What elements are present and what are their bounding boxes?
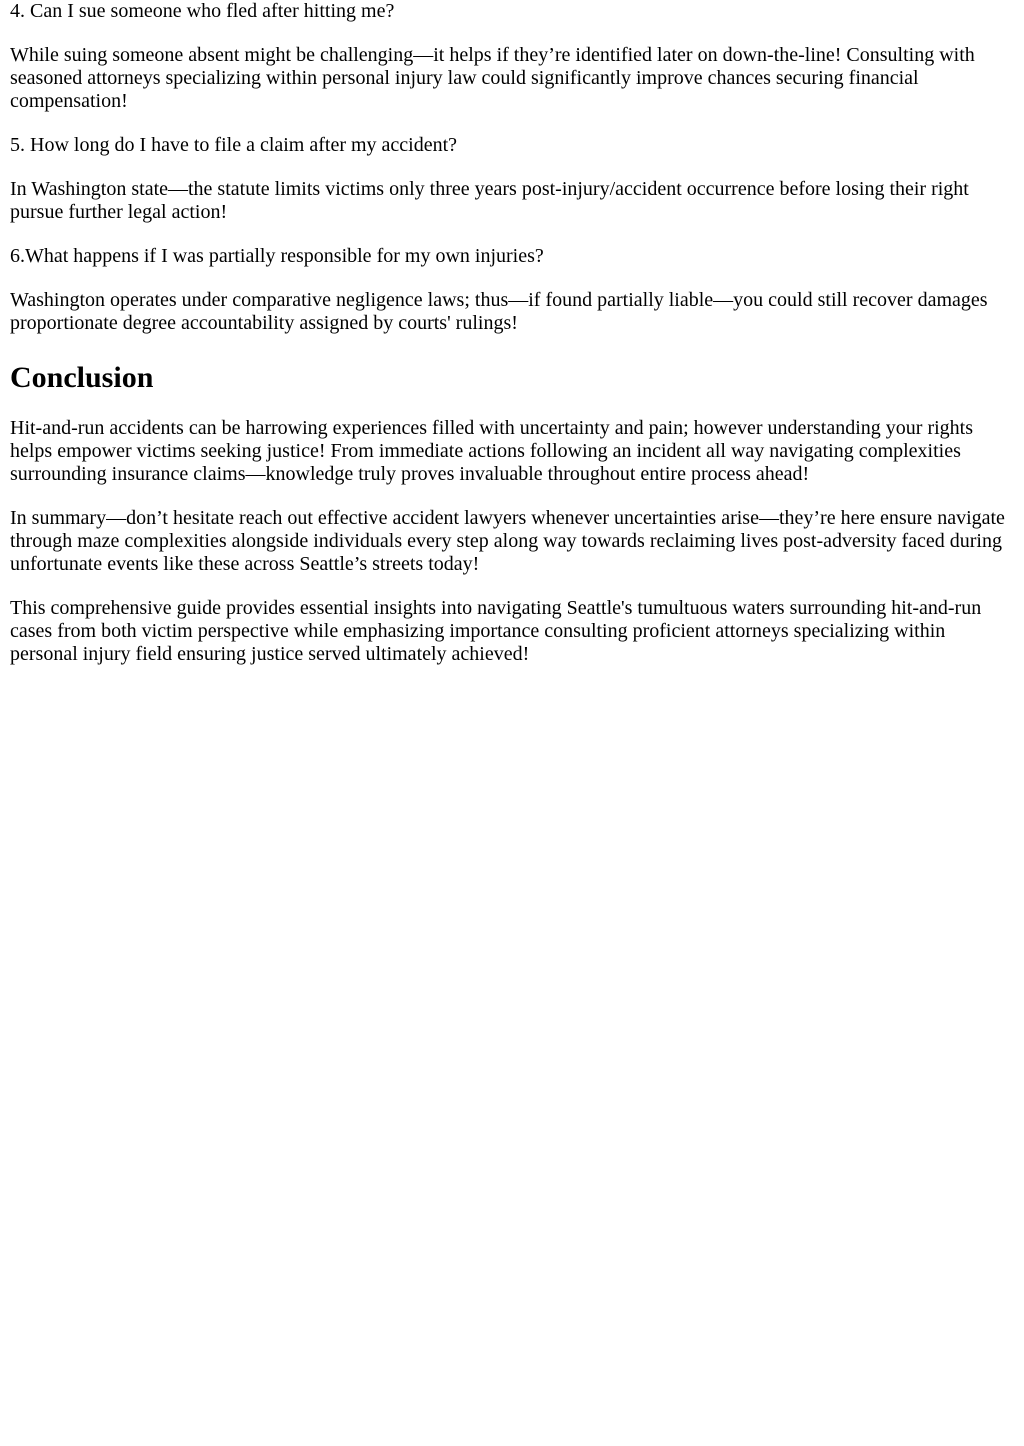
article-body xyxy=(0,0,1024,666)
faq-question-4: 4. Can I sue someone who fled after hitting me? xyxy=(10,0,395,22)
conclusion-paragraph: This comprehensive guide provides essential insights into navigating Seattle's tumultuous waters surrounding hit-and-run cases from both victim perspective while emphasizing importance consulting proficient attorneys specializing within personal injury field ensuring justice served ultimately achieved! xyxy=(10,597,982,665)
conclusion-paragraph: In summary—don’t hesitate reach out effective accident lawyers whenever uncertainties arise—they’re here ensure navigate through maze complexities alongside individuals every step along way towards reclaiming lives post-adversity faced during unfortunate events like these across Seattle’s streets today! xyxy=(10,507,1005,575)
faq-answer-5: In Washington state—the statute limits victims only three years post-injury/accident occurrence before losing their right pursue further legal action! xyxy=(10,178,969,223)
faq-question-6: 6.What happens if I was partially responsible for my own injuries? xyxy=(10,245,544,267)
faq-question-5: 5. How long do I have to file a claim after my accident? xyxy=(10,134,458,156)
faq-answer-6: Washington operates under comparative negligence laws; thus—if found partially liable—you could still recover damages proportionate degree accountability assigned by courts' rulings! xyxy=(10,289,988,334)
conclusion-paragraph: Hit-and-run accidents can be harrowing experiences filled with uncertainty and pain; however understanding your rights helps empower victims seeking justice! From immediate actions following an incident all way navigating complexities surrounding insurance claims—knowledge truly proves invaluable throughout entire process ahead! xyxy=(10,417,974,485)
conclusion-heading: Conclusion xyxy=(10,361,154,394)
faq-answer-4: While suing someone absent might be challenging—it helps if they’re identified later on down-the-line! Consulting with seasoned attorneys specializing within personal injury law could significantly improve chances securing financial compensation! xyxy=(10,44,975,112)
